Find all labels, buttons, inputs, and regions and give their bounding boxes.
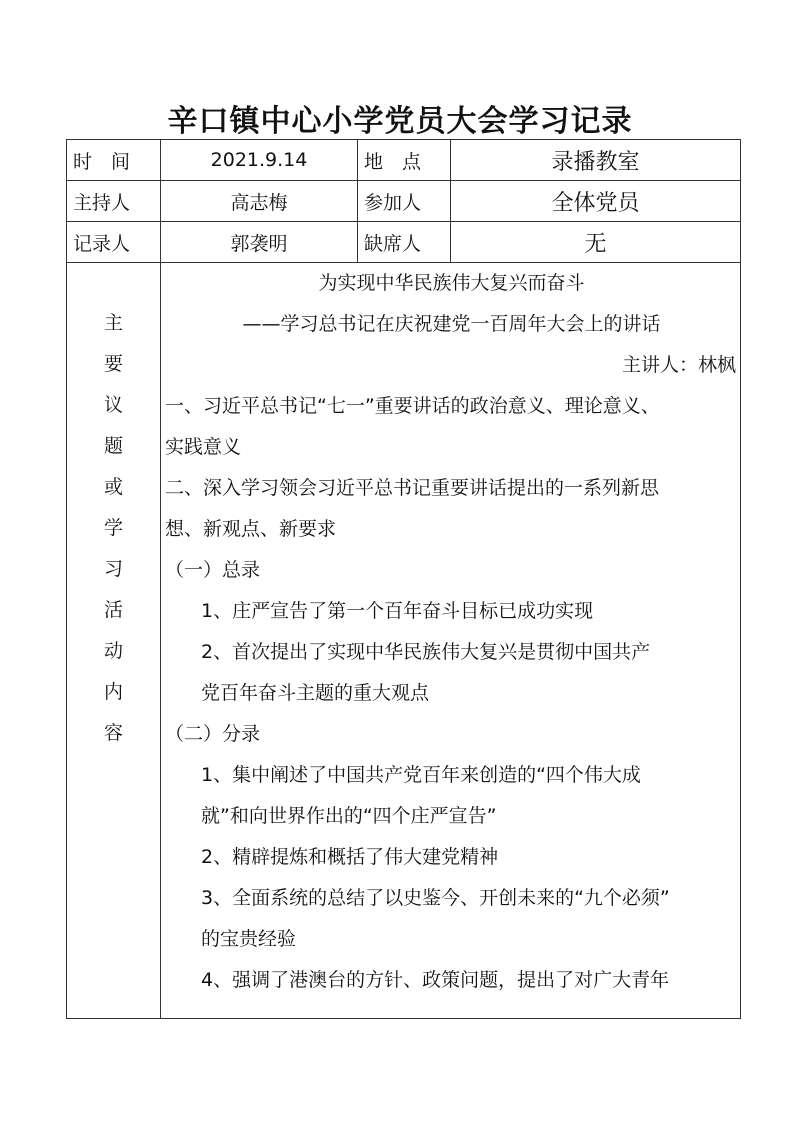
host-value: 高志梅 (161, 181, 358, 222)
side-char: 学 (103, 517, 123, 539)
content-item1-line1: 一、习近平总书记“七一”重要讲话的政治意义、理论意义、 (165, 395, 660, 417)
side-char: 内 (103, 681, 123, 703)
row-content (67, 263, 741, 1019)
attendees-label: 参加人 (358, 181, 451, 222)
host-label: 主持人 (67, 181, 161, 222)
content-speaker: 主讲人：林枫 (621, 354, 736, 376)
content-section1-point2-line2: 党百年奋斗主题的重大观点 (201, 682, 430, 704)
side-char: 活 (103, 599, 123, 621)
side-char: 动 (103, 640, 123, 662)
record-table (66, 139, 741, 1019)
content-item2-line2: 想、新观点、新要求 (165, 518, 337, 540)
absent-label: 缺席人 (358, 222, 451, 263)
recorder-value: 郭袭明 (161, 222, 358, 263)
row-recorder-absent (67, 222, 741, 263)
recorder-label: 记录人 (67, 222, 161, 263)
row-host-attendees (67, 181, 741, 222)
content-section2-point1-line1: 1、集中阐述了中国共产党百年来创造的“四个伟大成 (201, 764, 641, 786)
content-item2-line1: 二、深入学习领会习近平总书记重要讲话提出的一系列新思 (165, 477, 660, 499)
content-body (161, 263, 741, 1019)
side-char: 题 (103, 435, 123, 457)
time-value: 2021.9.14 (161, 140, 358, 181)
content-section2-point2: 2、精辟提炼和概括了伟大建党精神 (201, 846, 499, 868)
place-label: 地 点 (358, 140, 451, 181)
content-section1-point2-line1: 2、首次提出了实现中华民族伟大复兴是贯彻中国共产 (201, 641, 651, 663)
content-section2-point3-line1: 3、全面系统的总结了以史鉴今、开创未来的“九个必须” (201, 887, 670, 909)
side-char: 容 (103, 722, 123, 744)
place-value: 录播教室 (451, 140, 741, 181)
attendees-value: 全体党员 (451, 181, 741, 222)
time-label: 时 间 (67, 140, 161, 181)
absent-value: 无 (451, 222, 741, 263)
content-section1-point1: 1、庄严宣告了第一个百年奋斗目标已成功实现 (201, 600, 594, 622)
content-side-label (67, 263, 161, 1019)
page-title: 辛口镇中心小学党员大会学习记录 (167, 104, 633, 139)
side-char: 主 (103, 312, 123, 334)
content-section2-point1-line2: 就”和向世界作出的“四个庄严宣告” (201, 805, 497, 827)
side-char: 议 (103, 394, 123, 416)
content-section2-point4: 4、强调了港澳台的方针、政策问题，提出了对广大青年 (201, 969, 670, 991)
side-char: 习 (103, 558, 123, 580)
content-subheading: ——学习总书记在庆祝建党一百周年大会上的讲话 (242, 313, 661, 335)
side-char: 或 (103, 476, 123, 498)
row-time-place (67, 140, 741, 181)
content-item1-line2: 实践意义 (165, 436, 242, 458)
content-section2-point3-line2: 的宝贵经验 (201, 928, 297, 950)
side-char: 要 (103, 353, 123, 375)
content-section2-title: （二）分录 (165, 723, 261, 745)
content-section1-title: （一）总录 (165, 559, 261, 581)
content-heading: 为实现中华民族伟大复兴而奋斗 (318, 272, 585, 294)
